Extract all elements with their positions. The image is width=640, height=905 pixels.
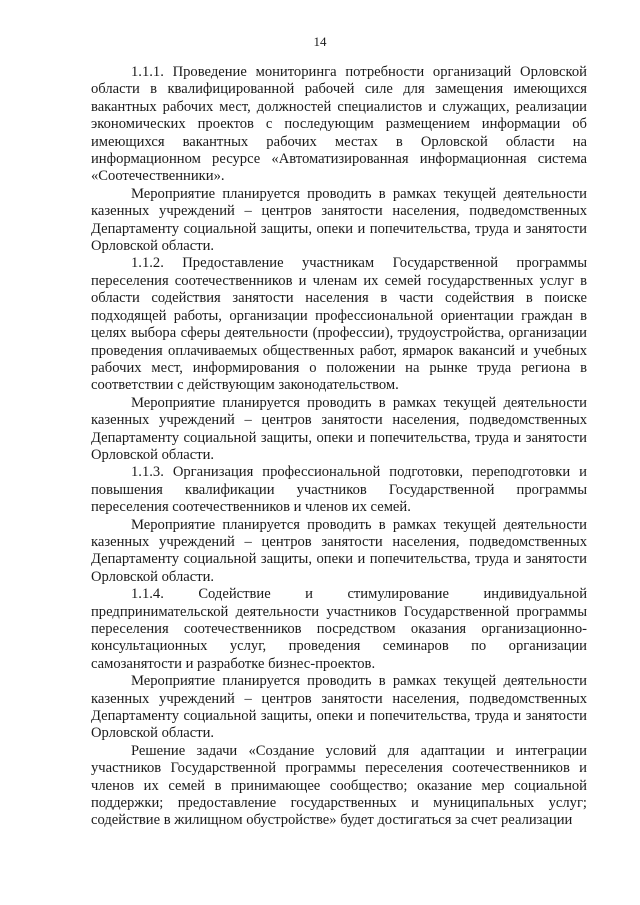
paragraph-activity-note: Мероприятие планируется проводить в рамках текущей деятельности казенных учреждений – центров занятости населения, подведомственных Департаменту социальной защиты, опеки и попечительства, труда и занятости Орловской области. [91, 673, 587, 742]
paragraph-task-solution: Решение задачи «Создание условий для адаптации и интеграции участников Государственной программы переселения соотечественников и членов их семей в принимающее сообщество; оказание мер социальной поддержки; предоставление государственных и муниципальных услуг; содействие в жилищном обустройстве» будет достигаться за счет реализации [91, 742, 587, 829]
paragraph-1-1-2: 1.1.2. Предоставление участникам Государственной программы переселения соотечественников и членам их семей государственных услуг в области содействия занятости населения в части содействия в поиске подходящей работы, организации профессиональной ориентации граждан в целях выбора сферы деятельности (профессии), трудоустройства, организации проведения оплачиваемых общественных работ, ярмарок вакансий и учебных рабочих мест, информирования о положении на рынке труда региона в соответствии с действующим законодательством. [91, 255, 587, 394]
paragraph-activity-note: Мероприятие планируется проводить в рамках текущей деятельности казенных учреждений – центров занятости населения, подведомственных Департаменту социальной защиты, опеки и попечительства, труда и занятости Орловской области. [91, 185, 587, 255]
paragraph-1-1-3: 1.1.3. Организация профессиональной подготовки, переподготовки и повышения квалификации участников Государственной программы переселения соотечественников и членов их семей. [91, 464, 587, 516]
document-body [91, 64, 587, 830]
paragraph-activity-note: Мероприятие планируется проводить в рамках текущей деятельности казенных учреждений – центров занятости населения, подведомственных Департаменту социальной защиты, опеки и попечительства, труда и занятости Орловской области. [91, 516, 587, 585]
paragraph-activity-note: Мероприятие планируется проводить в рамках текущей деятельности казенных учреждений – центров занятости населения, подведомственных Департаменту социальной защиты, опеки и попечительства, труда и занятости Орловской области. [91, 394, 587, 463]
paragraph-1-1-4: 1.1.4. Содействие и стимулирование индивидуальной предпринимательской деятельности участников Государственной программы переселения соотечественников посредством оказания организационно-консультационных услуг, проведения семинаров по организации самозанятости и разработке бизнес-проектов. [91, 586, 587, 672]
page-number: 14 [313, 34, 327, 49]
paragraph-1-1-1: 1.1.1. Проведение мониторинга потребности организаций Орловской области в квалифицированной рабочей силе для замещения имеющихся вакантных рабочих мест, должностей специалистов и служащих, реализации экономических проектов с последующим размещением информации об имеющихся вакантных рабочих местах в Орловской области на информационном ресурсе «Автоматизированная информационная система «Соотечественники». [91, 64, 587, 185]
